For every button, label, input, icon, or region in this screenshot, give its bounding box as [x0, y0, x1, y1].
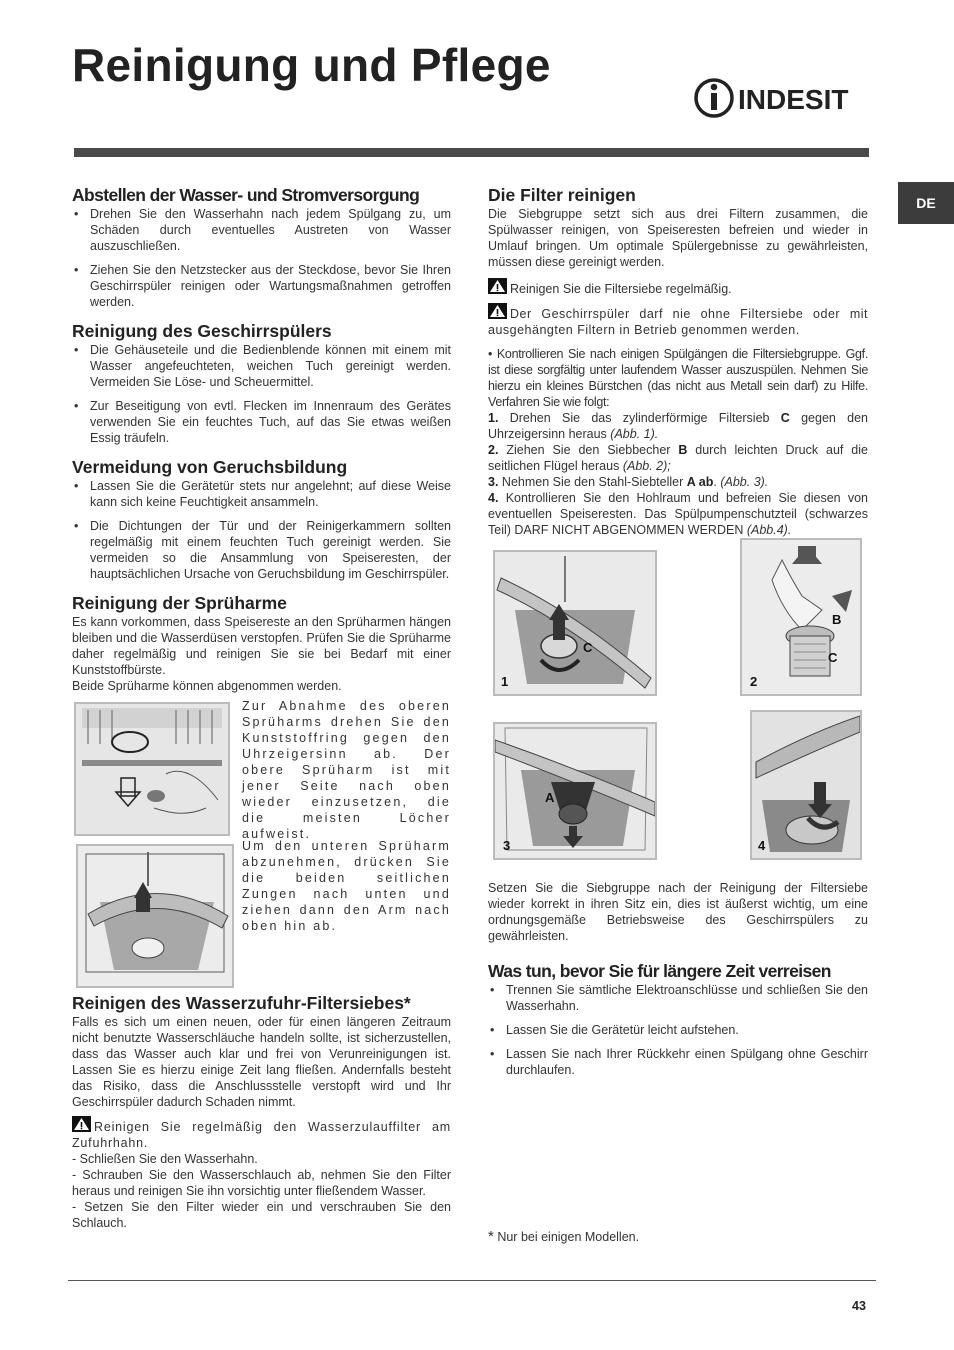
step-line: - Setzen Sie den Filter wieder ein und verschrauben Sie den Schlauch. — [72, 1200, 451, 1230]
step-3: 3. Nehmen Sie den Stahl-Siebteller A ab. (Abb. 3). — [488, 475, 769, 489]
lower-spray-arm-illustration — [76, 844, 234, 988]
section-title-inlet-filter: Reinigen des Wasserzufuhr-Filtersiebes* — [72, 993, 411, 1013]
warning-paragraph: Der Geschirrspüler darf nie ohne Filtersiebe oder mit ausgehängten Filtern in Betrieb genommen werden. — [488, 303, 868, 338]
warning-paragraph: Reinigen Sie regelmäßig den Wasserzulauffilter am Zufuhrhahn. — [72, 1116, 451, 1151]
paragraph: Setzen Sie die Siebgruppe nach der Reinigung der Filtersiebe wieder korrekt in ihren Sitz ein, dies ist äußerst wichtig, um eine ordnungsgemäße Betriebsweise des Geschirrspülers zu gewährleisten. — [488, 881, 868, 943]
footer-rule — [68, 1280, 876, 1281]
paragraph: Falls es sich um einen neuen, oder für einen längeren Zeitraum nicht benutzte Wasserschläuche handeln sollte, ist sicherzustellen, dass das Wasser auch klar und frei von Verunreinigungen ist. Lassen Sie es hierzu einige Zeit lang fließen. Andernfalls besteht das Risiko, dass die Anschlussstelle verstopft wird und Ihr Geschirrspüler dadurch Schaden nimmt. — [72, 1015, 451, 1109]
paragraph: Beide Sprüharme können abgenommen werden. — [72, 679, 342, 693]
list-item: • Lassen Sie die Gerätetür stets nur angelehnt; auf diese Weise kann sich keine Feuchtigkeit ansammeln. — [72, 478, 451, 510]
indesit-logo-icon — [692, 78, 868, 120]
warning-icon — [488, 278, 507, 294]
travel-list — [488, 982, 868, 1078]
list-item: • Lassen Sie die Gerätetür leicht aufstehen. — [488, 1022, 868, 1038]
upper-arm-block — [72, 698, 451, 844]
section-title-filters: Die Filter reinigen — [488, 185, 636, 205]
step-line: - Schrauben Sie den Wasserschlauch ab, nehmen Sie den Filter heraus und reinigen Sie ihn vorsichtig unter fließendem Wasser. — [72, 1168, 451, 1198]
step-line: - Schließen Sie den Wasserhahn. — [72, 1152, 258, 1166]
right-column — [488, 184, 868, 1078]
lower-arm-text: Um den unteren Sprüharm abzunehmen, drücken Sie die beiden seitlichen Zungen nach unten und ziehen dann den Arm nach oben hin ab. — [242, 839, 451, 933]
odor-list — [72, 478, 451, 582]
cleaning-list — [72, 342, 451, 446]
step-1: 1. Drehen Sie das zylinderförmige Filtersieb C gegen den Uhrzeigersinn heraus (Abb. 1). — [488, 411, 868, 441]
figure-1-illustration: C 1 — [493, 550, 657, 696]
warning-icon — [488, 303, 507, 319]
language-tab: DE — [898, 182, 954, 224]
step-2: 2. Ziehen Sie den Siebbecher B durch leichten Druck auf die seitlichen Flügel heraus (Abb. 2); — [488, 443, 868, 473]
upper-spray-arm-illustration — [74, 702, 230, 836]
header-bar — [74, 148, 869, 157]
section-title-supply: Abstellen der Wasser- und Stromversorgung — [72, 185, 420, 205]
section-title-travel: Was tun, bevor Sie für längere Zeit verreisen — [488, 961, 831, 981]
page-number: 43 — [852, 1299, 866, 1313]
list-item: • Trennen Sie sämtliche Elektroanschlüsse und schließen Sie den Wasserhahn. — [488, 982, 868, 1014]
left-column — [72, 184, 451, 1231]
list-item: • Ziehen Sie den Netzstecker aus der Steckdose, bevor Sie Ihren Geschirrspüler reinigen oder Wartungsmaßnahmen getroffen werden. — [72, 262, 451, 310]
list-item: • Zur Beseitigung von evtl. Flecken im Innenraum des Gerätes verwenden Sie ein feuchtes Tuch, auf das Sie etwas weißen Essig träufeln. — [72, 398, 451, 446]
lower-arm-block — [72, 839, 451, 988]
section-title-spray-arms: Reinigung der Sprüharme — [72, 593, 287, 613]
brand-logo — [692, 78, 868, 125]
warning-paragraph: Reinigen Sie die Filtersiebe regelmäßig. — [488, 278, 868, 297]
figure-3-illustration: A 3 — [493, 722, 657, 860]
svg-text:INDESIT: INDESIT — [738, 84, 849, 115]
list-item: • Lassen Sie nach Ihrer Rückkehr einen Spülgang ohne Geschirr durchlaufen. — [488, 1046, 868, 1078]
list-item: • Die Gehäuseteile und die Bedienblende können mit einem mit Wasser angefeuchteten, weichen Tuch gereinigt werden. Vermeiden Sie Löse- und Scheuermittel. — [72, 342, 451, 390]
figure-2-illustration: B C 2 — [740, 538, 862, 696]
step-4: 4. Kontrollieren Sie den Hohlraum und befreien Sie diesen von eventuellen Speiseresten. Das Spülpumpenschutzteil (schwarzes Teil) DARF NICHT ABGENOMMEN WERDEN (Abb.4). — [488, 491, 868, 537]
supply-list — [72, 206, 451, 310]
figure-4-illustration: 4 — [750, 710, 862, 860]
section-title-odor: Vermeidung von Geruchsbildung — [72, 457, 348, 477]
paragraph: Es kann vorkommen, dass Speisereste an den Sprüharmen hängen bleiben und die Wasserdüsen verstopfen. Prüfen Sie die Sprüharme daher regelmäßig und reinigen Sie sie bei Bedarf mit einer Kunststoffbürste. — [72, 615, 451, 677]
list-item: • Drehen Sie den Wasserhahn nach jedem Spülgang zu, um Schäden durch eventuelles Austreten von Wasser auszuschließen. — [72, 206, 451, 254]
list-item: • Die Dichtungen der Tür und der Reinigerkammern sollten regelmäßig mit einem feuchten Tuch gereinigt werden. Sie vermeiden so die Ansammlung von Speiseresten, der hauptsächlichen Ursache von Geruchsbildung im Geschirrspüler. — [72, 518, 451, 582]
section-title-cleaning: Reinigung des Geschirrspülers — [72, 321, 332, 341]
warning-icon — [72, 1116, 91, 1132]
footnote: * Nur bei einigen Modellen. — [488, 1228, 640, 1245]
upper-arm-text: Zur Abnahme des oberen Sprüharms drehen Sie den Kunststoffring gegen den Uhrzeigersinn ab. Der obere Sprüharm ist mit jener Seite nach oben wieder einzusetzen, die die meisten Löcher aufweist. — [242, 699, 451, 841]
filter-figures — [488, 550, 868, 880]
paragraph: Die Siebgruppe setzt sich aus drei Filtern zusammen, die Spülwasser reinigen, von Speiseresten befreien und wieder in Umlauf bringen. Um optimale Spülergebnisse zu gewährleisten, müssen diese gereinigt werden. — [488, 207, 868, 269]
paragraph: • Kontrollieren Sie nach einigen Spülgängen die Filtersiebgruppe. Ggf. ist diese sorgfältig unter laufendem Wasser auszuspülen. Nehmen Sie hierzu ein kleines Bürstchen (das nicht aus Metall sein darf) zu Hilfe. Verfahren Sie wie folgt: — [488, 347, 868, 409]
page-title: Reinigung und Pflege — [72, 39, 551, 91]
